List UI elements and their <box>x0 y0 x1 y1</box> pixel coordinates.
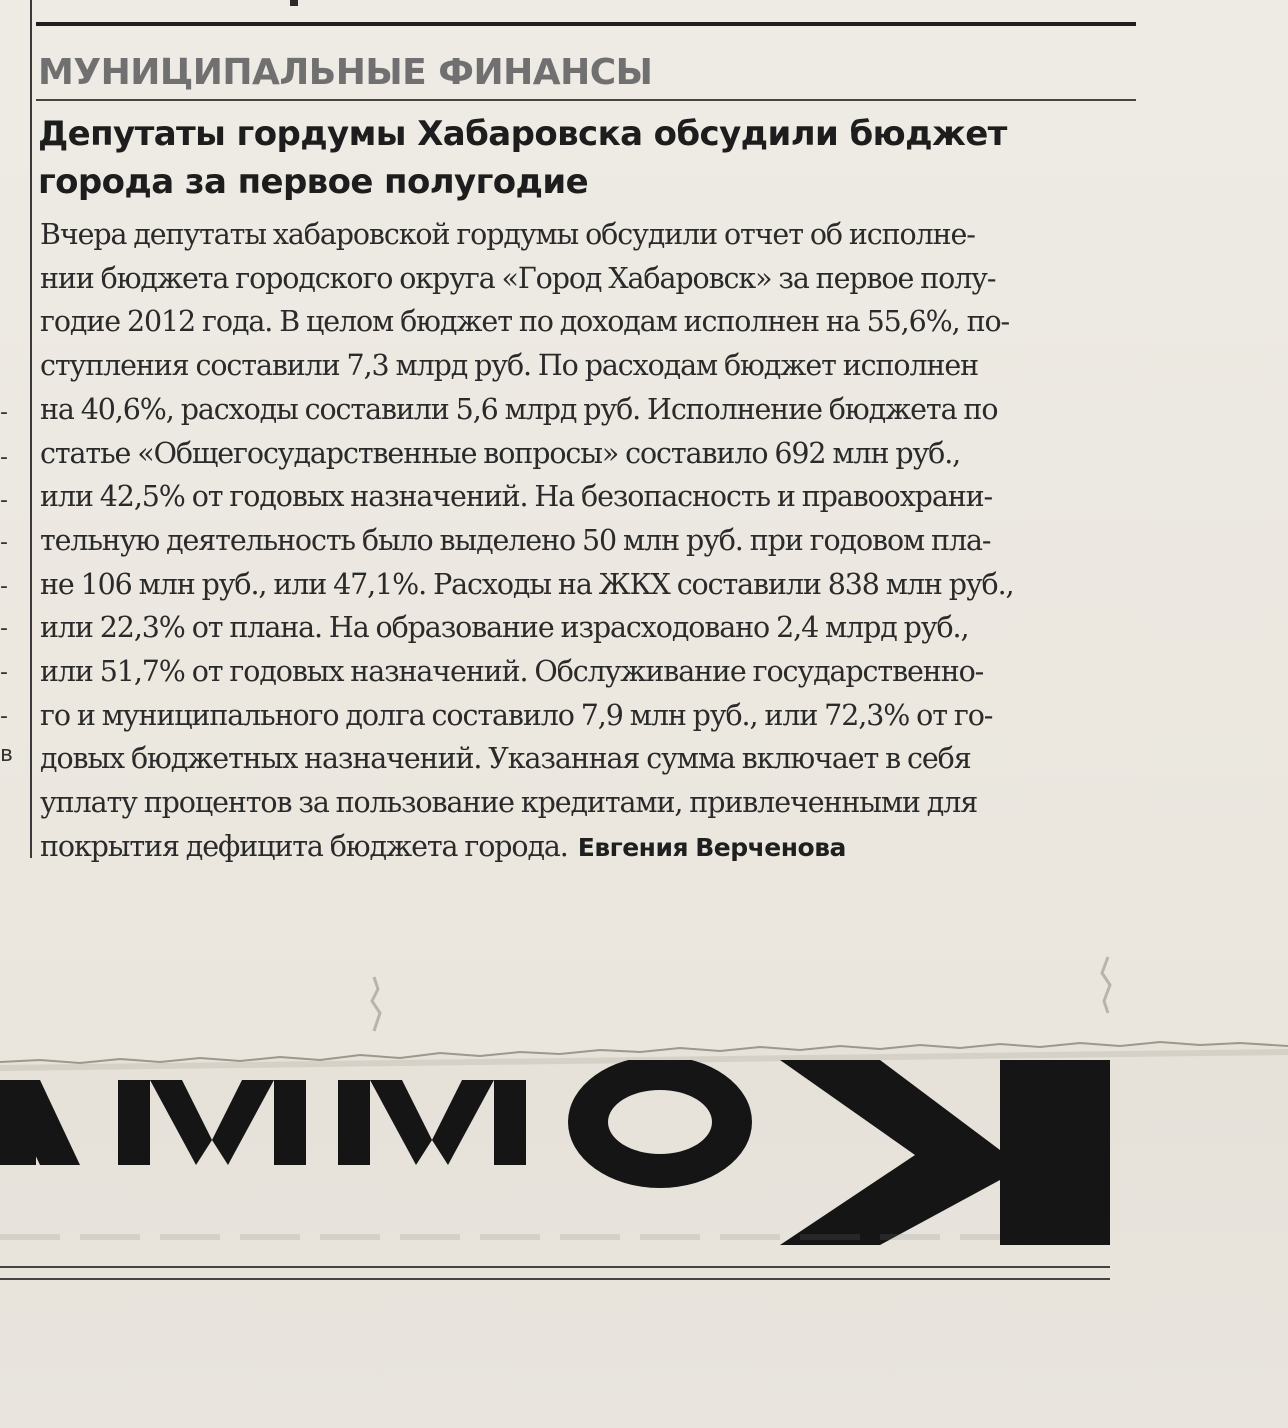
body-last-text: покрытия дефицита бюджета города. <box>40 829 568 863</box>
section-rubric: МУНИЦИПАЛЬНЫЕ ФИНАНСЫ <box>38 52 653 93</box>
body-line: тельную деятельность было выделено 50 млн руб. при годовом пла- <box>40 523 991 557</box>
headline-line: Депутаты гордумы Хабаровска обсудили бюджет <box>38 114 1007 154</box>
body-line: Вчера депутаты хабаровской гордумы обсудили отчет об исполне- <box>40 218 975 251</box>
rubric-rule <box>36 99 1136 101</box>
left-column-fragment: - <box>0 616 8 641</box>
body-line: или 42,5% от годовых назначений. На безопасность и правоохрани- <box>40 480 993 514</box>
lower-rule <box>0 1266 1110 1268</box>
body-line: ступления составили 7,3 млрд руб. По расходам бюджет исполнен <box>40 349 979 383</box>
column-rule <box>30 0 32 858</box>
body-line: статье «Общегосударственные вопросы» составило 692 млн руб., <box>40 436 961 470</box>
lower-rule <box>0 1278 1110 1280</box>
body-line: го и муниципального долга составило 7,9 млн руб., или 72,3% от го- <box>40 698 993 732</box>
body-line: на 40,6%, расходы составили 5,6 млрд руб. Исполнение бюджета по <box>40 392 998 426</box>
body-last-line <box>40 825 1150 870</box>
body-line: уплату процентов за пользование кредитами, привлеченными для <box>40 786 978 820</box>
body-line: нии бюджета городского округа «Город Хабаровск» за первое полу- <box>40 261 996 295</box>
headline-line: города за первое полугодие <box>38 162 589 202</box>
body-line: не 106 млн руб., или 47,1%. Расходы на ЖКХ составили 838 млн руб., <box>40 567 1014 601</box>
author-byline: Евгения Верченова <box>577 832 846 862</box>
left-column-fragment: - <box>0 574 8 599</box>
body-line: годие 2012 года. В целом бюджет по доходам исполнен на 55,6%, по- <box>40 305 1010 339</box>
paper-nick <box>1092 955 1122 1015</box>
left-column-fragment: - <box>0 660 8 685</box>
body-line: или 51,7% от годовых назначений. Обслуживание государственно- <box>40 655 984 689</box>
left-column-fragment: - <box>0 400 8 425</box>
left-column-fragment: - <box>0 488 8 513</box>
faded-text-line <box>0 1234 1000 1240</box>
left-column-fragment: - <box>0 530 8 555</box>
masthead-fragment-graphic <box>0 1060 1288 1260</box>
paper-nick <box>360 975 390 1035</box>
body-line: или 22,3% от плана. На образование израсходовано 2,4 млрд руб., <box>40 611 969 645</box>
left-column-fragment: - <box>0 704 8 729</box>
left-column-fragment-letter: в <box>0 742 13 767</box>
left-column-fragment: - <box>0 445 8 470</box>
top-rule <box>36 22 1136 26</box>
top-mark <box>290 0 298 6</box>
body-line: довых бюджетных назначений. Указанная сумма включает в себя <box>40 742 971 776</box>
article-headline <box>38 110 1138 206</box>
article-body <box>40 213 1150 870</box>
